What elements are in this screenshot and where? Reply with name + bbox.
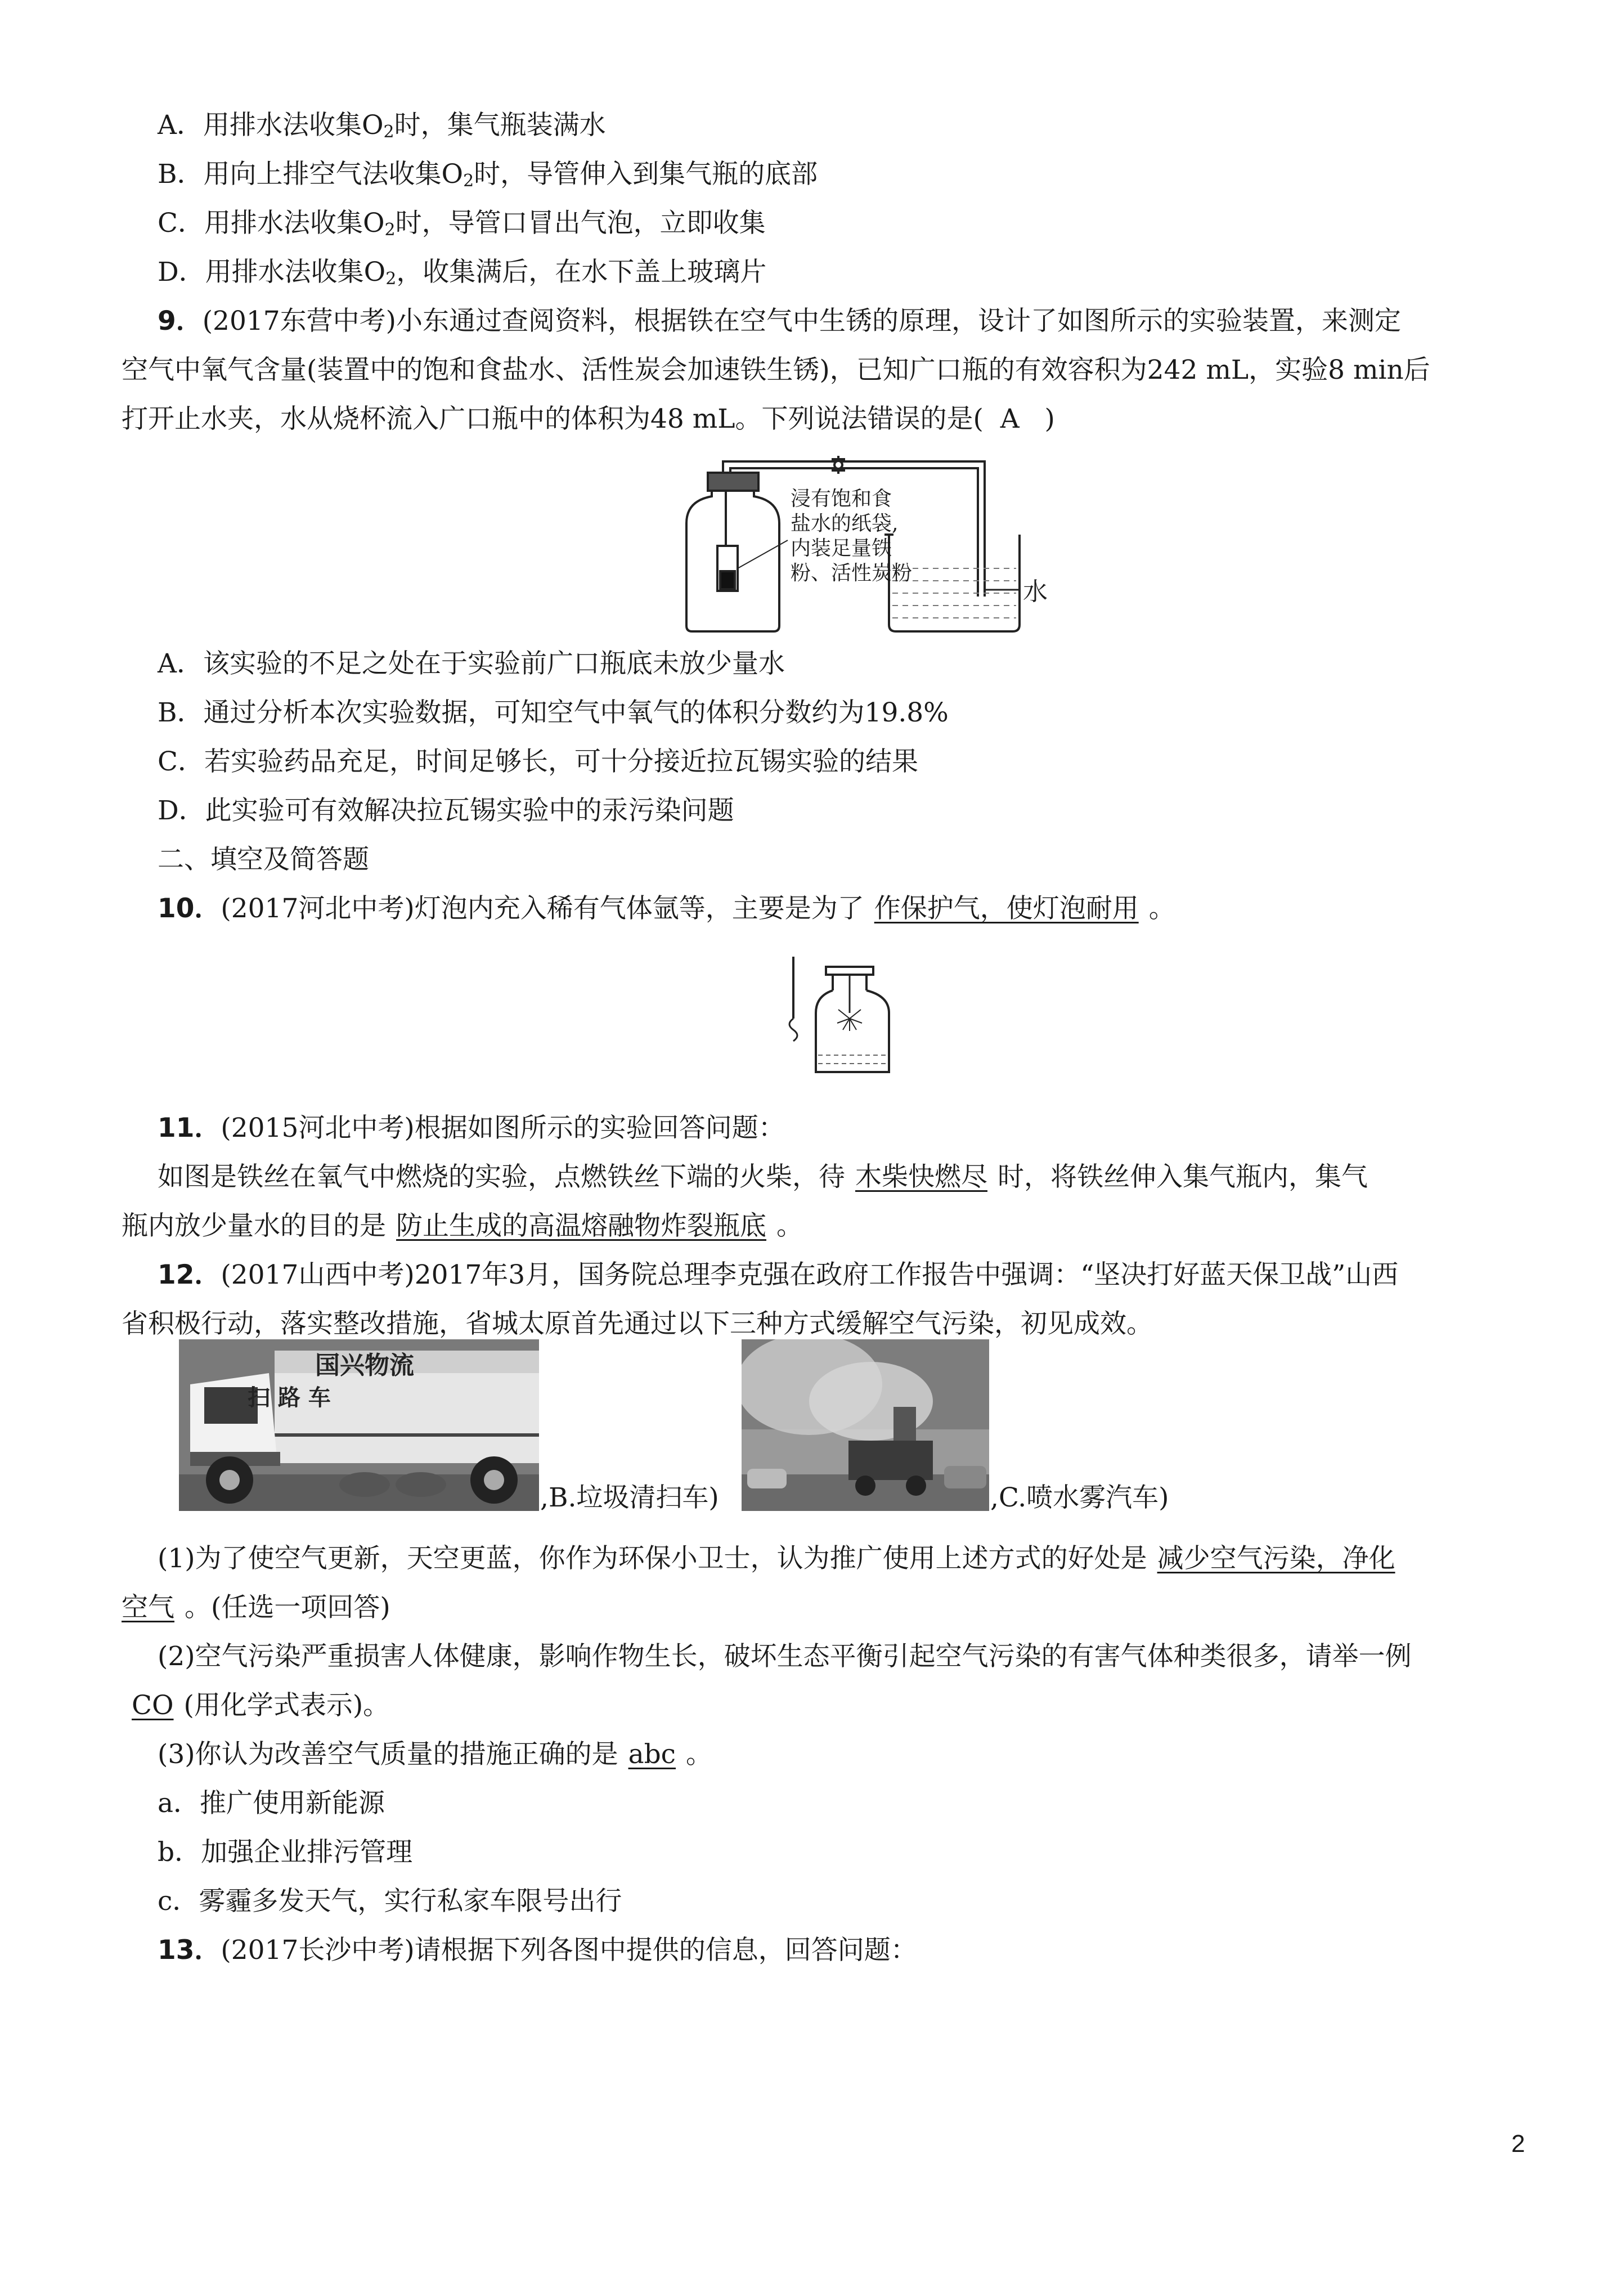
q12-line-1: 12．(2017山西中考)2017年3月，国务院总理李克强在政府工作报告中强调：“坚决打好蓝天保卫战”山西	[158, 1259, 1399, 1290]
q9-option-b: B．通过分析本次实验数据，可知空气中氧气的体积分数约为19.8%	[158, 697, 949, 728]
q9-fig-label-3: 内装足量铁	[791, 537, 892, 560]
q13-line: 13．(2017长沙中考)请根据下列各图中提供的信息，回答问题：	[158, 1935, 917, 1966]
section-title: 二、填空及简答题	[158, 844, 369, 875]
q12-part3-line: (3)你认为改善空气质量的措施正确的是 abc 。	[158, 1739, 713, 1770]
q11-line-3: 瓶内放少量水的目的是 防止生成的高温熔融物炸裂瓶底 。	[122, 1210, 803, 1241]
stopper	[708, 473, 758, 491]
q9-fig-water-label: 水	[1023, 577, 1048, 606]
q11-line-1: 11．(2015河北中考)根据如图所示的实验回答问题：	[158, 1113, 785, 1143]
q9-answer: A	[1000, 403, 1020, 434]
q11-answer-1: 木柴快燃尽	[855, 1162, 987, 1192]
q12-option-c: c．雾霾多发天气，实行私家车限号出行	[158, 1886, 622, 1917]
q9-option-a: A．该实验的不足之处在于实验前广口瓶底未放少量水	[158, 648, 785, 679]
q11-answer-2: 防止生成的高温熔融物炸裂瓶底	[396, 1210, 766, 1241]
q12-part2-line-2: CO (用化学式表示)。	[122, 1689, 389, 1723]
q12-part1-line-2: 空气 。(任选一项回答)	[122, 1592, 390, 1623]
q9-line-1: 9．(2017东营中考)小东通过查阅资料，根据铁在空气中生锈的原理，设计了如图所示的实验装置，来测定	[158, 306, 1401, 337]
page-number: 2	[1511, 2130, 1525, 2158]
mist-spraying-truck-photo	[742, 1339, 989, 1511]
truck-label-text: 扫 路 车	[248, 1384, 331, 1411]
truck-sign-text: 国兴物流	[315, 1351, 414, 1380]
q9-option-d: D．此实验可有效解决拉瓦锡实验中的汞污染问题	[158, 795, 734, 826]
iron-wire-combustion-figure	[776, 951, 911, 1080]
q8-option-d: D．用排水法收集$O_2$，收集满后，在水下盖上玻璃片	[158, 257, 767, 289]
q12-part1-answer-a: 减少空气污染，净化	[1157, 1543, 1395, 1574]
q9-line-2: 空气中氧气含量(装置中的饱和食盐水、活性炭会加速铁生锈)，已知广口瓶的有效容积为242 mL，实验8 min后	[122, 355, 1430, 385]
mist-truck-illustration	[742, 1339, 989, 1511]
q9-fig-label-2: 盐水的纸袋,	[791, 512, 899, 535]
q12-part2-answer: CO	[132, 1690, 174, 1721]
q8-option-a: A．用排水法收集$O_2$时，集气瓶装满水	[158, 110, 606, 142]
q12-line-2: 省积极行动，落实整改措施，省城太原首先通过以下三种方式缓解空气污染，初见成效。	[122, 1308, 1153, 1339]
q8-option-c: C．用排水法收集$O_2$时，导管口冒出气泡，立即收集	[158, 208, 766, 240]
q10-answer: 作保护气，使灯泡耐用	[874, 893, 1139, 924]
q8-option-b: B．用向上排空气法收集$O_2$时，导管伸入到集气瓶的底部	[158, 159, 818, 191]
q9-fig-label-4: 粉、活性炭粉	[791, 562, 913, 585]
q12-option-a: a．推广使用新能源	[158, 1788, 385, 1819]
q10-line: 10．(2017河北中考)灯泡内充入稀有气体氩等，主要是为了 作保护气，使灯泡耐用 。	[158, 893, 1175, 924]
q12-part1-line-1: (1)为了使空气更新，天空更蓝，你作为环保小卫士，认为推广使用上述方式的好处是 减少空气污染，净化	[158, 1542, 1406, 1576]
q12-part3-answer: abc	[628, 1739, 676, 1770]
q11-line-2: 如图是铁丝在氧气中燃烧的实验，点燃铁丝下端的火柴，待 木柴快燃尽 时，将铁丝伸入集气瓶内，集气	[158, 1162, 1368, 1192]
q9-line-3: 打开止水夹，水从烧杯流入广口瓶中的体积为48 mL。下列说法错误的是( A )	[122, 403, 1055, 434]
q12-option-b: b．加强企业排污管理	[158, 1837, 413, 1868]
q9-number: 9．	[158, 306, 203, 337]
q12-part2-line-1: (2)空气污染严重损害人体健康，影响作物生长，破坏生态平衡引起空气污染的有害气体种类很多，请举一例	[158, 1641, 1412, 1672]
caption-c: ,C.喷水雾汽车)	[990, 1482, 1169, 1513]
q9-fig-label-1: 浸有饱和食	[791, 487, 892, 510]
caption-b: ,B.垃圾清扫车)	[540, 1482, 719, 1513]
q12-part1-answer-b: 空气	[122, 1592, 174, 1623]
q9-option-c: C．若实验药品充足，时间足够长，可十分接近拉瓦锡实验的结果	[158, 746, 918, 777]
